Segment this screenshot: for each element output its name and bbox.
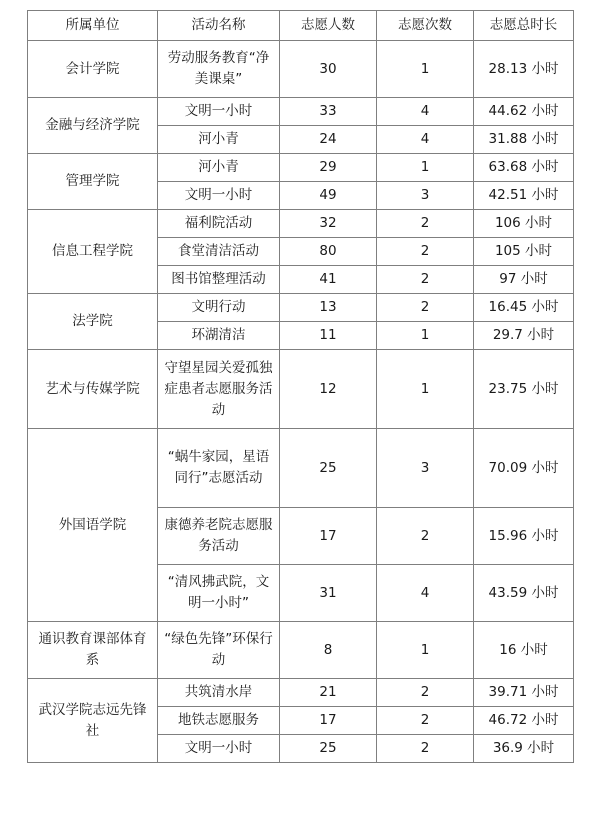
people-cell: 24 (280, 126, 377, 154)
people-cell: 13 (280, 294, 377, 322)
hours-cell: 42.51 小时 (474, 182, 574, 210)
people-cell: 33 (280, 98, 377, 126)
unit-cell: 武汉学院志远先锋社 (28, 679, 158, 763)
unit-cell: 通识教育课部体育系 (28, 622, 158, 679)
people-cell: 8 (280, 622, 377, 679)
unit-cell: 法学院 (28, 294, 158, 350)
people-cell: 30 (280, 41, 377, 98)
hours-cell: 44.62 小时 (474, 98, 574, 126)
table-header (28, 11, 574, 41)
times-cell: 1 (377, 154, 474, 182)
table-row (28, 350, 574, 429)
table-row (28, 210, 574, 238)
people-cell: 25 (280, 429, 377, 508)
unit-cell: 会计学院 (28, 41, 158, 98)
times-cell: 2 (377, 266, 474, 294)
header-people: 志愿人数 (280, 11, 377, 41)
people-cell: 80 (280, 238, 377, 266)
hours-cell: 46.72 小时 (474, 707, 574, 735)
hours-cell: 31.88 小时 (474, 126, 574, 154)
hours-cell: 29.7 小时 (474, 322, 574, 350)
people-cell: 21 (280, 679, 377, 707)
header-unit: 所属单位 (28, 11, 158, 41)
hours-cell: 16 小时 (474, 622, 574, 679)
times-cell: 2 (377, 508, 474, 565)
volunteer-table (27, 10, 574, 763)
table-body (28, 41, 574, 763)
activity-cell: “绿色先锋”环保行动 (158, 622, 280, 679)
times-cell: 2 (377, 238, 474, 266)
activity-cell: 文明行动 (158, 294, 280, 322)
unit-cell: 信息工程学院 (28, 210, 158, 294)
activity-cell: 文明一小时 (158, 735, 280, 763)
hours-cell: 63.68 小时 (474, 154, 574, 182)
table-row (28, 679, 574, 707)
activity-cell: 地铁志愿服务 (158, 707, 280, 735)
activity-cell: 共筑清水岸 (158, 679, 280, 707)
hours-cell: 36.9 小时 (474, 735, 574, 763)
times-cell: 2 (377, 294, 474, 322)
unit-cell: 艺术与传媒学院 (28, 350, 158, 429)
times-cell: 1 (377, 41, 474, 98)
table-row (28, 294, 574, 322)
unit-cell: 管理学院 (28, 154, 158, 210)
header-times: 志愿次数 (377, 11, 474, 41)
times-cell: 2 (377, 735, 474, 763)
people-cell: 29 (280, 154, 377, 182)
activity-cell: 守望星园关爱孤独症患者志愿服务活动 (158, 350, 280, 429)
hours-cell: 39.71 小时 (474, 679, 574, 707)
people-cell: 41 (280, 266, 377, 294)
activity-cell: 环湖清洁 (158, 322, 280, 350)
activity-cell: 文明一小时 (158, 182, 280, 210)
people-cell: 17 (280, 508, 377, 565)
unit-cell: 金融与经济学院 (28, 98, 158, 154)
activity-cell: 食堂清洁活动 (158, 238, 280, 266)
activity-cell: 河小青 (158, 126, 280, 154)
times-cell: 4 (377, 126, 474, 154)
activity-cell: 文明一小时 (158, 98, 280, 126)
hours-cell: 106 小时 (474, 210, 574, 238)
people-cell: 32 (280, 210, 377, 238)
hours-cell: 28.13 小时 (474, 41, 574, 98)
unit-cell: 外国语学院 (28, 429, 158, 622)
hours-cell: 43.59 小时 (474, 565, 574, 622)
hours-cell: 97 小时 (474, 266, 574, 294)
times-cell: 1 (377, 350, 474, 429)
hours-cell: 105 小时 (474, 238, 574, 266)
times-cell: 1 (377, 622, 474, 679)
times-cell: 2 (377, 679, 474, 707)
times-cell: 1 (377, 322, 474, 350)
times-cell: 3 (377, 429, 474, 508)
activity-cell: 劳动服务教育“净美课桌” (158, 41, 280, 98)
people-cell: 17 (280, 707, 377, 735)
activity-cell: 河小青 (158, 154, 280, 182)
people-cell: 31 (280, 565, 377, 622)
activity-cell: “清风拂武院，文明一小时” (158, 565, 280, 622)
times-cell: 4 (377, 565, 474, 622)
activity-cell: 福利院活动 (158, 210, 280, 238)
people-cell: 49 (280, 182, 377, 210)
hours-cell: 16.45 小时 (474, 294, 574, 322)
times-cell: 3 (377, 182, 474, 210)
hours-cell: 23.75 小时 (474, 350, 574, 429)
header-hours: 志愿总时长 (474, 11, 574, 41)
table-row (28, 429, 574, 508)
table-row (28, 41, 574, 98)
table-row (28, 154, 574, 182)
times-cell: 2 (377, 210, 474, 238)
activity-cell: 图书馆整理活动 (158, 266, 280, 294)
table-row (28, 622, 574, 679)
people-cell: 12 (280, 350, 377, 429)
hours-cell: 15.96 小时 (474, 508, 574, 565)
header-row (28, 11, 574, 41)
hours-cell: 70.09 小时 (474, 429, 574, 508)
activity-cell: “蜗牛家园，星语同行”志愿活动 (158, 429, 280, 508)
header-activity: 活动名称 (158, 11, 280, 41)
people-cell: 25 (280, 735, 377, 763)
people-cell: 11 (280, 322, 377, 350)
activity-cell: 康德养老院志愿服务活动 (158, 508, 280, 565)
times-cell: 4 (377, 98, 474, 126)
times-cell: 2 (377, 707, 474, 735)
table-row (28, 98, 574, 126)
